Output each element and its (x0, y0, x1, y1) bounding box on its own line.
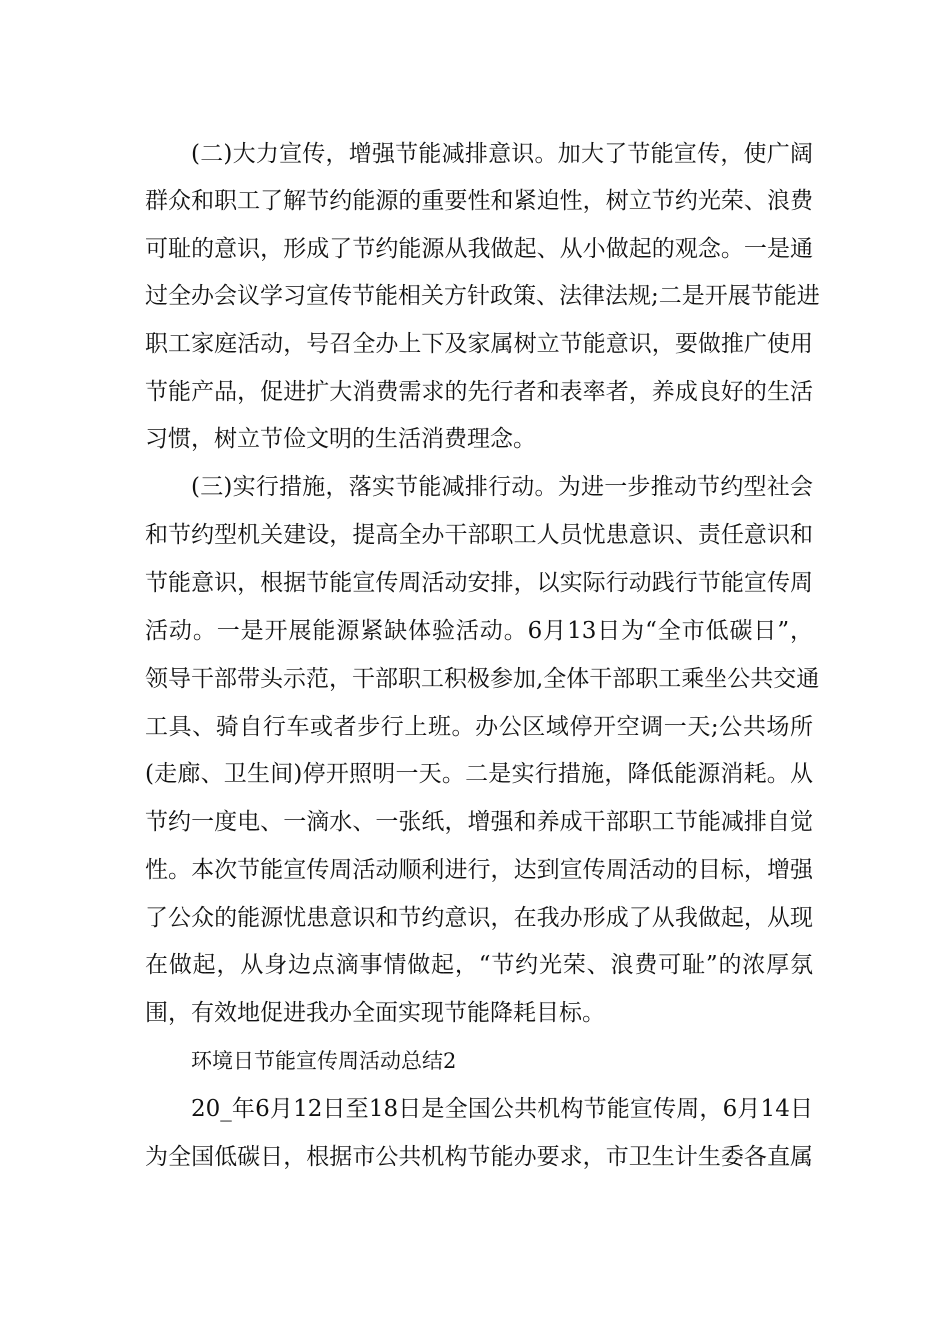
paragraph-3-line-11: 在做起，从身边点滴事情做起，“节约光荣、浪费可耻”的浓厚氛 (145, 952, 813, 978)
paragraph-3-line-8: 节约一度电、一滴水、一张纸，增强和养成干部职工节能减排自觉 (145, 809, 813, 835)
paragraph-3-line-4: 活动。一是开展能源紧缺体验活动。6月13日为“全市低碳日”， (145, 618, 813, 644)
paragraph-2-line-2: 群众和职工了解节约能源的重要性和紧迫性，树立节约光荣、浪费 (145, 188, 813, 214)
paragraph-3-line-7: (走廊、卫生间)停开照明一天。二是实行措施，降低能源消耗。从 (145, 761, 813, 787)
paragraph-3-line-12: 围，有效地促进我办全面实现节能降耗目标。 (145, 1000, 605, 1026)
paragraph-3-line-2: 和节约型机关建设，提高全办干部职工人员忧患意识、责任意识和 (145, 522, 813, 548)
paragraph-2-line-4: 过全办会议学习宣传节能相关方针政策、法律法规;二是开展节能进 (145, 283, 820, 309)
paragraph-4-line-1: 20_年6月12日至18日是全国公共机构节能宣传周，6月14日 (191, 1096, 813, 1122)
paragraph-3-line-6: 工具、骑自行车或者步行上班。办公区域停开空调一天;公共场所 (145, 714, 813, 740)
paragraph-3-line-1: (三)实行措施，落实节能减排行动。为进一步推动节约型社会 (191, 474, 813, 500)
paragraph-2-line-7: 习惯，树立节俭文明的生活消费理念。 (145, 426, 536, 452)
paragraph-4-line-2: 为全国低碳日，根据市公共机构节能办要求，市卫生计生委各直属 (145, 1144, 813, 1170)
paragraph-3-line-9: 性。本次节能宣传周活动顺利进行，达到宣传周活动的目标，增强 (145, 857, 813, 883)
section-heading: 环境日节能宣传周活动总结2 (191, 1049, 457, 1073)
paragraph-2-line-6: 节能产品，促进扩大消费需求的先行者和表率者，养成良好的生活 (145, 379, 813, 405)
paragraph-2-line-5: 职工家庭活动，号召全办上下及家属树立节能意识，要做推广使用 (145, 331, 813, 357)
paragraph-3-line-10: 了公众的能源忧患意识和节约意识，在我办形成了从我做起，从现 (145, 905, 813, 931)
paragraph-3-line-5: 领导干部带头示范，干部职工积极参加,全体干部职工乘坐公共交通 (145, 666, 820, 692)
paragraph-3-line-3: 节能意识，根据节能宣传周活动安排，以实际行动践行节能宣传周 (145, 570, 813, 596)
paragraph-2-line-1: (二)大力宣传，增强节能减排意识。加大了节能宣传，使广阔 (191, 141, 813, 167)
paragraph-2-line-3: 可耻的意识，形成了节约能源从我做起、从小做起的观念。一是通 (145, 236, 813, 262)
